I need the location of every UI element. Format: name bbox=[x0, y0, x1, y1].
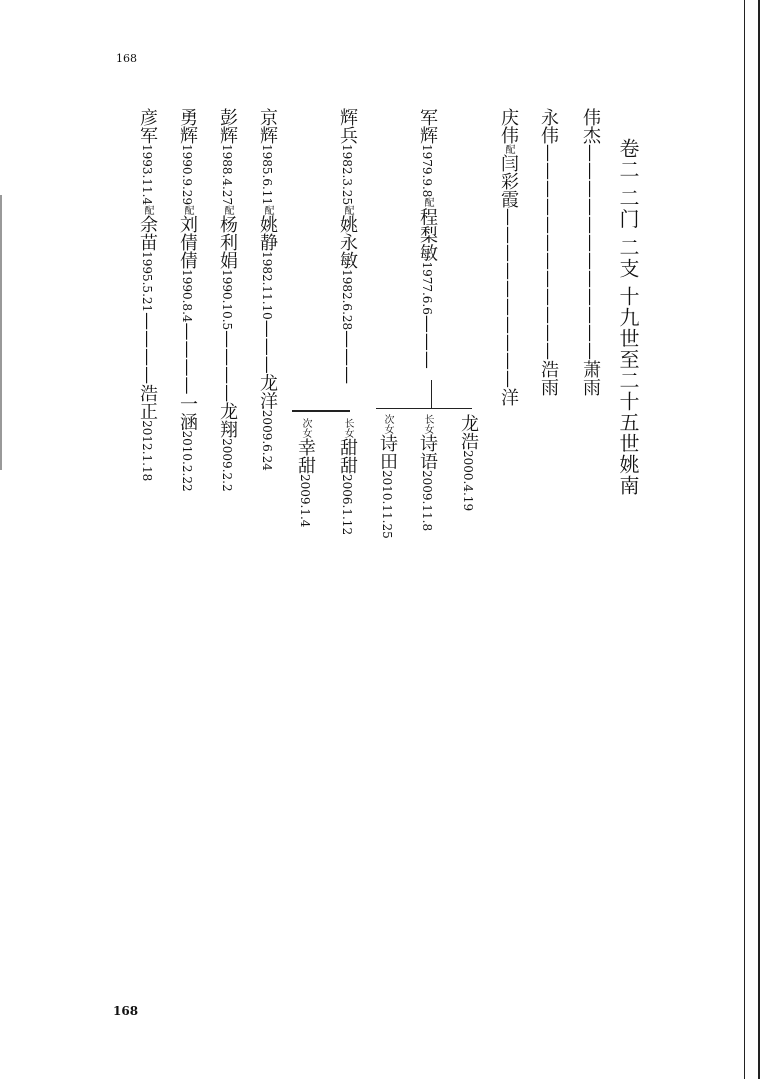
child-name: 一涵 bbox=[177, 394, 198, 431]
child-name: 诗语 bbox=[417, 434, 438, 470]
spouse-name: 余苗 bbox=[137, 215, 158, 252]
spouse-birth: 1982.6.28 bbox=[340, 269, 354, 331]
connector-dash: ——— bbox=[337, 330, 358, 385]
child-name: 萧雨 bbox=[580, 360, 601, 396]
spouse-marker: 配 bbox=[142, 205, 153, 216]
child-name: 甜甜 bbox=[337, 438, 358, 474]
birth-date: 1982.3.25 bbox=[340, 144, 354, 206]
branch-line-huibing bbox=[292, 410, 350, 412]
birth-date: 1985.6.11 bbox=[260, 144, 274, 206]
birth-date: 1990.9.29 bbox=[180, 144, 194, 206]
person-name: 伟杰 bbox=[580, 108, 601, 144]
spouse-birth: 1977.6.6 bbox=[420, 261, 434, 315]
connector-dash: ——— bbox=[257, 319, 278, 374]
child-name: 幸甜 bbox=[295, 438, 316, 474]
child-date: 2010.2.22 bbox=[180, 430, 194, 492]
entry-penghui bbox=[218, 108, 236, 492]
child-rank: 长女 bbox=[422, 414, 433, 434]
entry-qingwei bbox=[499, 108, 517, 406]
child-rank: 长女 bbox=[342, 418, 353, 438]
spouse-marker: 配 bbox=[342, 205, 353, 216]
child-longhao bbox=[459, 414, 477, 511]
birth-date: 1979.9.8 bbox=[420, 144, 434, 198]
spouse-marker: 配 bbox=[262, 205, 273, 216]
spouse-name: 程梨敏 bbox=[417, 207, 438, 262]
person-name: 京辉 bbox=[257, 108, 278, 144]
spouse-birth: 1982.11.10 bbox=[260, 251, 274, 320]
person-name: 彦军 bbox=[137, 108, 158, 144]
child-shiyu bbox=[418, 414, 436, 531]
right-border-line bbox=[758, 0, 760, 1079]
child-name: 龙翔 bbox=[217, 402, 238, 439]
spouse-name: 杨利娟 bbox=[217, 215, 238, 270]
connector-dash: ———— bbox=[137, 312, 158, 385]
child-tiantian bbox=[338, 418, 356, 535]
spouse-marker: 配 bbox=[222, 205, 233, 216]
child-rank: 次女 bbox=[300, 418, 311, 438]
connector-dash: ———— bbox=[217, 330, 238, 403]
person-name: 庆伟 bbox=[498, 108, 519, 144]
person-name: 彭辉 bbox=[217, 108, 238, 144]
person-name: 辉兵 bbox=[337, 108, 358, 144]
child-date: 2000.4.19 bbox=[461, 450, 475, 512]
branch-line-junhui bbox=[376, 408, 472, 409]
section-title: 卷二 二门 二支 十九世至二十五世姚南 bbox=[616, 138, 640, 497]
child-date: 2009.11.8 bbox=[420, 470, 434, 532]
entry-yanjun bbox=[138, 108, 156, 481]
child-date: 2006.1.12 bbox=[340, 474, 354, 536]
child-name: 诗田 bbox=[377, 434, 398, 470]
spouse-name: 刘倩倩 bbox=[177, 215, 198, 270]
connector-dash: —————————— bbox=[498, 208, 519, 388]
entry-jinghui bbox=[258, 108, 276, 471]
entry-huibing bbox=[338, 108, 356, 384]
child-date: 2010.11.25 bbox=[380, 470, 394, 539]
left-gutter-line bbox=[0, 195, 2, 470]
child-name: 龙浩 bbox=[458, 414, 479, 450]
connector-dash: ———————————— bbox=[538, 144, 559, 360]
child-rank: 次女 bbox=[382, 414, 393, 434]
child-date: 2012.1.18 bbox=[140, 420, 154, 482]
connector-dash: ——— bbox=[417, 314, 438, 369]
page-number-top: 168 bbox=[116, 52, 137, 65]
person-name: 勇辉 bbox=[177, 108, 198, 144]
birth-date: 1988.4.27 bbox=[220, 144, 234, 206]
spouse-name: 闫彩霞 bbox=[498, 154, 519, 208]
birth-date: 1993.11.4 bbox=[140, 144, 154, 206]
person-name: 军辉 bbox=[417, 108, 438, 144]
child-name: 洋 bbox=[498, 388, 519, 406]
child-date: 2009.2.2 bbox=[220, 438, 234, 492]
child-date: 2009.1.4 bbox=[298, 474, 312, 528]
entry-junhui bbox=[418, 108, 436, 369]
branch-stem-junhui bbox=[431, 380, 432, 408]
spouse-marker: 配 bbox=[503, 144, 514, 154]
person-name: 永伟 bbox=[538, 108, 559, 144]
spouse-birth: 1995.5.21 bbox=[140, 251, 154, 313]
child-name: 浩雨 bbox=[538, 360, 559, 396]
spouse-name: 姚永敏 bbox=[337, 215, 358, 270]
entry-weijie bbox=[581, 108, 599, 396]
spouse-marker: 配 bbox=[422, 197, 433, 208]
child-date: 2009.6.24 bbox=[260, 409, 274, 471]
connector-dash: ———— bbox=[177, 322, 198, 395]
spouse-name: 姚静 bbox=[257, 215, 278, 252]
spouse-birth: 1990.10.5 bbox=[220, 269, 234, 331]
child-xingtian bbox=[296, 418, 314, 527]
right-margin-line bbox=[744, 0, 745, 1079]
child-name: 龙洋 bbox=[257, 373, 278, 410]
spouse-marker: 配 bbox=[182, 205, 193, 216]
entry-yongwei bbox=[539, 108, 557, 396]
entry-yonghui bbox=[178, 108, 196, 492]
spouse-birth: 1990.8.4 bbox=[180, 269, 194, 323]
connector-dash: ———————————— bbox=[580, 144, 601, 360]
child-shitian bbox=[378, 414, 396, 539]
child-name: 浩正 bbox=[137, 384, 158, 421]
page-number-bottom: 168 bbox=[113, 1004, 139, 1018]
